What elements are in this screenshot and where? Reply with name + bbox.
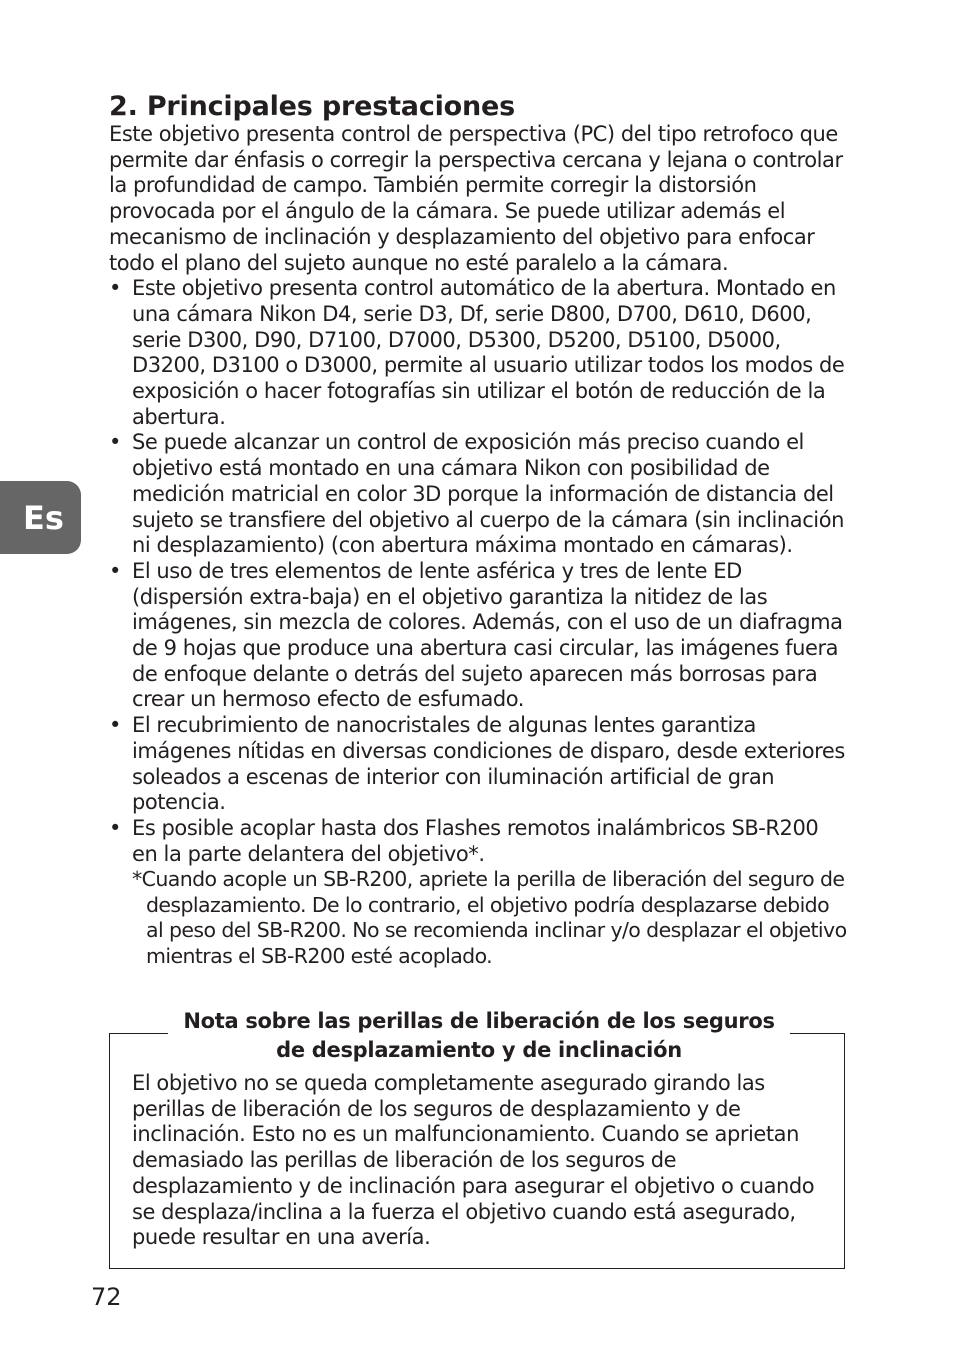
note-title-line-2: de desplazamiento y de inclinación (276, 1038, 682, 1062)
intro-paragraph: Este objetivo presenta control de perspectiva (PC) del tipo retrofoco que permite dar énfasis o corregir la perspectiva cercana y lejana o controlar la profundidad de campo. También permite corregir la distorsión provocada por el ángulo de la cámara. Se puede utilizar además el mecanismo de inclinación y desplazamiento del objetivo para enfocar todo el plano del sujeto aunque no esté paralelo a la cámara. (109, 122, 843, 275)
feature-text: Este objetivo presenta control automático de la abertura. Montado en una cámara Nikon D4, serie D3, Df, serie D800, D700, D610, D600, serie D300, D90, D7100, D7000, D5300, D5200, D5100, D5000, D3200, D3100 o D3000, permite al usuario utilizar todos los modos de exposición o hacer fotografías sin utilizar el botón de reducción de la abertura. (132, 276, 845, 429)
bullet-icon: • (109, 815, 121, 840)
feature-text: Se puede alcanzar un control de exposición más preciso cuando el objetivo está montado en una cámara Nikon con posibilidad de medición matricial en color 3D porque la información de distancia del sujeto se transfiere del objetivo al cuerpo de la cámara (sin inclinación ni desplazamiento) (con abertura máxima montado en cámaras). (132, 430, 844, 558)
feature-item (109, 276, 849, 430)
feature-item (109, 816, 849, 969)
bullet-icon: • (109, 430, 121, 455)
note-title-line-1: Nota sobre las perillas de liberación de los seguros (183, 1009, 775, 1033)
page-number: 72 (91, 1283, 122, 1311)
note-title (168, 1007, 790, 1065)
feature-item (109, 430, 849, 559)
feature-text: El uso de tres elementos de lente asférica y tres de lente ED (dispersión extra-baja) en el objetivo garantiza la nitidez de las imágenes, sin mezcla de colores. Además, con el uso de un diafragma de 9 hojas que produce una abertura casi circular, las imágenes fuera de enfoque delante o detrás del sujeto aparecen más borrosas para crear un hermoso efecto de esfumado. (132, 558, 843, 712)
bullet-icon: • (109, 713, 121, 738)
section-title: 2. Principales prestaciones (109, 91, 516, 122)
feature-text: Es posible acoplar hasta dos Flashes remotos inalámbricos SB-R200 en la parte delantera del objetivo*. (132, 815, 819, 866)
bullet-icon: • (109, 558, 121, 583)
feature-item (109, 559, 849, 713)
section-body (109, 122, 849, 969)
feature-text: El recubrimiento de nanocristales de algunas lentes garantiza imágenes nítidas en diversas condiciones de disparo, desde exteriores soleados a escenas de interior con iluminación artificial de gran potencia. (132, 713, 845, 815)
feature-item (109, 713, 849, 816)
footnote: *Cuando acople un SB-R200, apriete la perilla de liberación del seguro de desplazamiento. De lo contrario, el objetivo podría desplazarse debido al peso del SB-R200. No se recomienda inclinar y/o desplazar el objetivo mientras el SB-R200 esté acoplado. (132, 867, 847, 968)
feature-list (109, 276, 849, 969)
bullet-icon: • (109, 276, 121, 301)
language-tab: Es (0, 481, 81, 554)
note-body: El objetivo no se queda completamente asegurado girando las perillas de liberación de los seguros de desplazamiento y de inclinación. Esto no es un malfuncionamiento. Cuando se aprietan demasiado las perillas de liberación de los seguros de desplazamiento y de inclinación para asegurar el objetivo o cuando se desplaza/inclina a la fuerza el objetivo cuando está asegurado, puede resultar en una avería. (132, 1071, 815, 1250)
